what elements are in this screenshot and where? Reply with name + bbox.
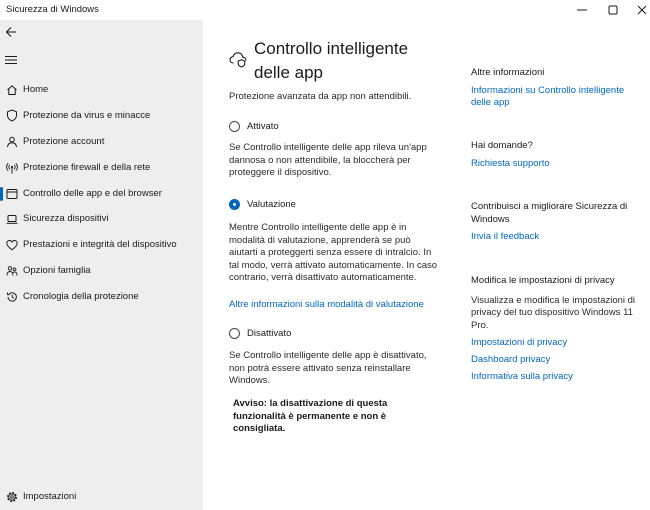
close-button[interactable] [626,0,650,20]
minimize-button[interactable] [566,0,598,20]
privacy-heading: Modifica le impostazioni di privacy [471,275,615,286]
app-browser-icon [6,187,18,200]
radio-off-label: Disattivato [247,327,292,339]
warning-text: Avviso: la disattivazione di questa funzionalità è permanente e non è consigliata. [233,398,388,435]
hamburger-icon [5,55,17,65]
radio-off-description: Se Controllo intelligente delle app è disattivato, non potrà essere attivato senza reinstallare Windows. [229,350,427,387]
sidebar-item-label: Sicurezza dispositivi [23,213,109,224]
gear-icon [6,490,18,503]
sidebar-item-label: Protezione da virus e minacce [23,110,151,121]
side-improve-section [471,201,636,244]
sidebar-item-label: Opzioni famiglia [23,265,91,276]
maximize-button[interactable] [597,0,629,20]
sidebar-item-label: Cronologia della protezione [23,291,139,302]
sidebar-item-account-protection[interactable] [0,131,203,153]
smart-app-control-info-link[interactable]: Informazioni su Controllo intelligente delle app [471,84,625,109]
back-button[interactable] [3,24,19,40]
maximize-icon [608,5,618,15]
improve-heading: Contribuisci a migliorare Sicurezza di Windows [471,201,628,225]
shield-icon [6,109,18,122]
sidebar-item-label: Controllo delle app e del browser [23,188,162,199]
sidebar [0,20,203,510]
sidebar-item-family-options[interactable] [0,260,203,282]
side-info-section [471,67,636,110]
sidebar-item-home[interactable] [0,79,203,101]
sidebar-item-label: Prestazioni e integrità del dispositivo [23,239,177,250]
sidebar-item-settings[interactable] [0,486,203,508]
sidebar-item-label: Home [23,84,49,95]
sidebar-item-label: Protezione firewall e della rete [23,162,151,173]
radio-off[interactable] [229,325,291,341]
sidebar-item-device-security[interactable] [0,208,203,230]
evaluation-mode-info-link[interactable]: Altre informazioni sulla modalità di valutazione [229,299,424,310]
sidebar-item-firewall[interactable] [0,157,203,179]
privacy-statement-link[interactable]: Informativa sulla privacy [471,370,573,382]
history-icon [6,290,18,303]
questions-heading: Hai domande? [471,140,533,151]
radio-on-description: Se Controllo intelligente delle app rileva un'app dannosa o non attendibile, la bloccherà per proteggere il dispositivo. [229,142,427,179]
support-link[interactable]: Richiesta supporto [471,157,550,169]
sidebar-item-app-browser-control[interactable] [0,183,203,205]
page-subtitle: Protezione avanzata da app non attendibili. [229,91,412,102]
main-content [203,20,650,510]
feedback-link[interactable]: Invia il feedback [471,231,540,243]
sidebar-item-device-performance[interactable] [0,234,203,256]
privacy-text: Visualizza e modifica le impostazioni di privacy del tuo dispositivo Windows 11 Pro. [471,294,636,331]
radio-circle[interactable] [229,121,240,132]
info-heading: Altre informazioni [471,67,545,78]
privacy-dashboard-link[interactable]: Dashboard privacy [471,353,551,365]
home-icon [6,83,18,96]
smart-app-control-icon [229,50,247,68]
sidebar-item-label: Protezione account [23,136,105,147]
close-icon [637,5,647,15]
side-privacy-section [471,275,636,383]
privacy-settings-link[interactable]: Impostazioni di privacy [471,337,568,349]
sidebar-item-virus-protection[interactable] [0,105,203,127]
radio-evaluation-label: Valutazione [247,198,296,210]
family-icon [6,264,18,277]
heart-icon [6,238,18,251]
title-bar [0,0,650,20]
radio-evaluation-description: Mentre Controllo intelligente delle app è in modalità di valutazione, apprenderà se può aiutarti a proteggerti senza essere di intralcio. In tal modo, verrà attivato automaticamente. In caso contrario, verrà disattivato automaticamente. [229,222,438,284]
radio-circle-checked[interactable] [229,199,240,210]
radio-circle[interactable] [229,328,240,339]
menu-button[interactable] [3,52,19,68]
antenna-icon [6,161,18,174]
back-arrow-icon [5,26,17,38]
laptop-icon [6,212,18,225]
window-title: Sicurezza di Windows [6,4,99,15]
person-icon [6,135,18,148]
settings-label: Impostazioni [23,491,77,502]
radio-evaluation[interactable] [229,196,296,212]
radio-on-label: Attivato [247,120,279,132]
side-questions-section [471,140,636,170]
page-title: Controllo intelligente delle app [254,39,409,82]
minimize-icon [577,5,587,15]
radio-on[interactable] [229,118,279,134]
sidebar-item-protection-history[interactable] [0,286,203,308]
